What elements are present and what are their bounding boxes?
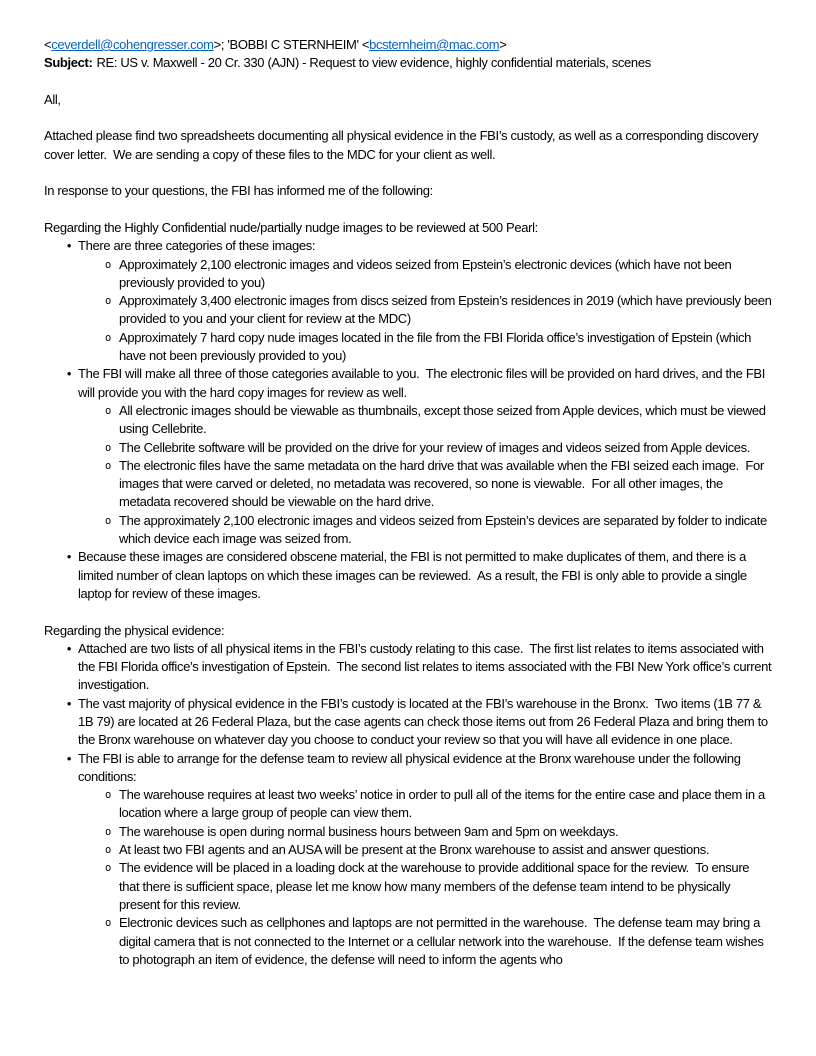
bullet-icon (63, 237, 75, 255)
bullet-item: • The vast majority of physical evidence in the FBI’s custody is located at the FBI’s warehouse in the Bronx. Two items (1B 77 & 1B 79) are located at 26 Federal Plaza, but the case agents can check those items out from 26 Federal Plaza and bring them to the Bronx warehouse on whatever day you choose to conduct your review so that you will have all evidence in one place. (44, 695, 772, 750)
bullet-item: o Approximately 7 hard copy nude images located in the file from the FBI Florida office’s investigation of Epstein (which have not been previously provided to you) (44, 329, 772, 366)
paragraph-in-response: In response to your questions, the FBI has informed me of the following: (44, 183, 433, 199)
bullet-item: o The Cellebrite software will be provided on the drive for your review of images and videos seized from Apple devices. (44, 439, 772, 457)
bullet-item: • Because these images are considered obscene material, the FBI is not permitted to make duplicates of them, and there is a limited number of clean laptops on which these images can be reviewed. As a result, the FBI is only able to provide a single laptop for review of these images. (44, 548, 772, 603)
bullet-item: • Attached are two lists of all physical items in the FBI’s custody relating to this case. The first list relates to items associated with the FBI Florida office’s investigation of Epstein. The second list relates to items associated with the FBI New York office’s current investigation. (44, 640, 772, 695)
recipients-prefix: < (44, 37, 52, 52)
bullet-icon (63, 695, 75, 713)
bullet-item: o Electronic devices such as cellphones and laptops are not permitted in the warehouse. The defense team may bring a digital camera that is not connected to the Internet or a cellular network into the warehouse. If the defense team wishes to photograph an item of evidence, the defense will need to inform the agents who (44, 914, 772, 969)
bullet-item: o The electronic files have the same metadata on the hard drive that was available when the FBI seized each image. For images that were carved or deleted, no metadata was recovered, so none is viewable. For all other images, the metadata recovered should be viewable on the hard drive. (44, 457, 772, 512)
circle-bullet-icon (102, 823, 114, 842)
bullet-item: o The warehouse requires at least two weeks’ notice in order to pull all of the items for the entire case and place them in a location where a large group of people can view them. (44, 786, 772, 823)
bullet-item: • The FBI will make all three of those categories available to you. The electronic files will be provided on hard drives, and the FBI will provide you with the hard copy images for review as well. (44, 365, 772, 402)
circle-bullet-icon (102, 402, 114, 421)
circle-bullet-icon (102, 841, 114, 860)
recipients-middle: >; 'BOBBI C STERNHEIM' < (213, 37, 370, 52)
bullet-icon (63, 750, 75, 768)
bullet-icon (63, 548, 75, 566)
circle-bullet-icon (102, 512, 114, 531)
recipients-suffix: > (499, 37, 507, 52)
bullet-item: o The warehouse is open during normal business hours between 9am and 5pm on weekdays. (44, 823, 772, 841)
circle-bullet-icon (102, 439, 114, 458)
recipient-email-link-1[interactable]: ceverdell@cohengresser.com (51, 37, 214, 52)
bullet-item: o At least two FBI agents and an AUSA will be present at the Bronx warehouse to assist and answer questions. (44, 841, 772, 859)
bullet-item: o The evidence will be placed in a loading dock at the warehouse to provide additional space for the review. To ensure that there is sufficient space, please let me know how many members of the defense team intend to be physically present for this review. (44, 859, 772, 914)
physical-evidence-bullet-list (44, 640, 775, 969)
circle-bullet-icon (102, 914, 114, 933)
bullet-item: o Approximately 3,400 electronic images from discs seized from Epstein’s residences in 2019 (which have previously been provided to you and your client for review at the MDC) (44, 292, 772, 329)
subject-text: RE: US v. Maxwell - 20 Cr. 330 (AJN) - Request to view evidence, highly confidential materials, scenes (96, 55, 651, 71)
circle-bullet-icon (102, 292, 114, 311)
subject-label: Subject: (44, 55, 93, 71)
subject-line (44, 54, 772, 72)
bullet-item: • The FBI is able to arrange for the defense team to review all physical evidence at the Bronx warehouse under the following conditions: (44, 750, 772, 787)
bullet-item: o The approximately 2,100 electronic images and videos seized from Epstein’s devices are separated by folder to indicate which device each image was seized from. (44, 512, 772, 549)
bullet-icon (63, 640, 75, 658)
images-bullet-list (44, 237, 775, 603)
circle-bullet-icon (102, 256, 114, 275)
section-heading-physical-evidence: Regarding the physical evidence: (44, 622, 225, 638)
circle-bullet-icon (102, 457, 114, 476)
recipient-email-link-2[interactable]: bcsternheim@mac.com (369, 37, 500, 52)
section-heading-images: Regarding the Highly Confidential nude/partially nudge images to be reviewed at 500 Pearl: (44, 219, 538, 235)
recipients-line (44, 36, 772, 54)
circle-bullet-icon (102, 786, 114, 805)
bullet-item: o All electronic images should be viewable as thumbnails, except those seized from Apple devices, which must be viewed using Cellebrite. (44, 402, 772, 439)
circle-bullet-icon (102, 859, 114, 878)
circle-bullet-icon (102, 329, 114, 348)
bullet-item: o Approximately 2,100 electronic images and videos seized from Epstein’s electronic devices (which have not been previously provided to you) (44, 256, 772, 293)
paragraph-attachments: Attached please find two spreadsheets documenting all physical evidence in the FBI’s custody, as well as a corresponding discovery cover letter. We are sending a copy of these files to the MDC for your client as well. (44, 128, 762, 162)
bullet-icon (63, 365, 75, 383)
bullet-item: • There are three categories of these images: (44, 237, 772, 255)
greeting: All, (44, 91, 61, 107)
